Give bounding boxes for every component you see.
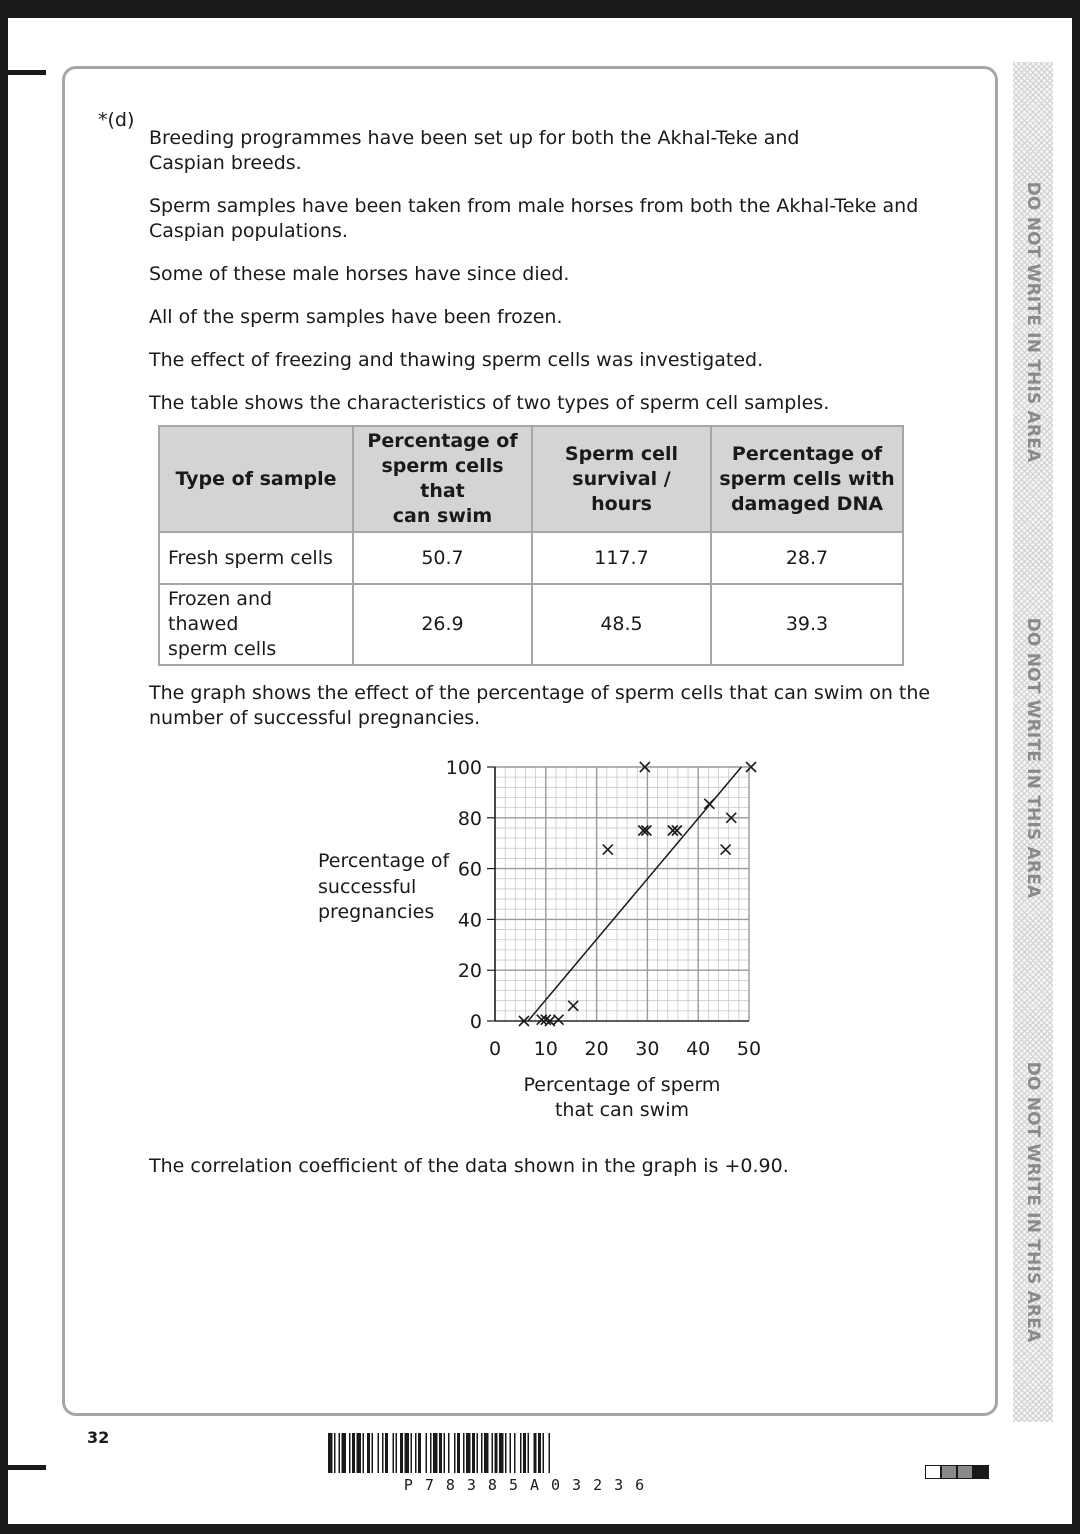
side-warning-1: DO NOT WRITE IN THIS AREA	[1023, 181, 1043, 463]
barcode-bar	[505, 1433, 507, 1473]
barcode-bar	[543, 1433, 545, 1473]
y-tick-label: 100	[445, 757, 482, 779]
barcode-text: P78385A03236	[403, 1476, 657, 1494]
y-tick-label: 80	[457, 807, 482, 830]
data-point	[554, 1015, 564, 1025]
y-tick-label: 0	[469, 1011, 482, 1033]
barcode-bar	[477, 1433, 479, 1473]
barcode-bar	[385, 1433, 388, 1473]
barcode-bar	[415, 1433, 417, 1473]
cell-swim: 50.7	[353, 532, 532, 584]
barcode-bar	[495, 1433, 498, 1473]
barcode-bar	[457, 1433, 460, 1473]
paragraph-5: The table shows the characteristics of two types of sperm cell samples.	[149, 392, 830, 414]
barcode-bar	[439, 1433, 442, 1473]
barcode-bar	[367, 1433, 370, 1473]
y-tick-label: 20	[457, 960, 482, 983]
x-tick-label: 10	[533, 1038, 558, 1060]
barcode-bar	[454, 1433, 456, 1473]
barcode-bar	[426, 1433, 428, 1473]
y-tick-label: 40	[457, 909, 482, 932]
barcode-bar	[523, 1433, 526, 1473]
paragraph-3: All of the sperm samples have been frozen.	[149, 306, 563, 328]
indicator-box	[973, 1465, 989, 1479]
barcode-bar	[538, 1433, 541, 1473]
cell-type: Fresh sperm cells	[159, 532, 353, 584]
paragraph-4: The effect of freezing and thawing sperm cells was investigated.	[149, 349, 764, 371]
question-label: *(d)	[98, 109, 135, 131]
barcode-bar	[396, 1433, 398, 1473]
barcode-bar	[444, 1433, 446, 1473]
data-point	[603, 845, 613, 855]
barcode-bar	[393, 1433, 395, 1473]
cell-dna: 28.7	[711, 532, 903, 584]
data-point	[721, 845, 731, 855]
barcode-bar	[481, 1433, 483, 1473]
barcode-bar	[466, 1433, 471, 1473]
x-tick-label: 30	[635, 1038, 660, 1060]
barcode-bar	[528, 1433, 530, 1473]
barcode-bar	[520, 1433, 522, 1473]
x-tick-label: 0	[488, 1038, 502, 1060]
barcode-bar	[448, 1433, 450, 1473]
barcode-bar	[472, 1433, 475, 1473]
side-warning-3: DO NOT WRITE IN THIS AREA	[1023, 1061, 1043, 1343]
barcode-bar	[463, 1433, 465, 1473]
intro-line-2: Caspian breeds.	[149, 152, 302, 174]
cell-dna: 39.3	[711, 584, 903, 665]
x-axis-label-line-2: that can swim	[554, 1099, 690, 1121]
paragraph-1-line-1: Sperm samples have been taken from male horses from both the Akhal-Teke and	[149, 195, 919, 217]
barcode-bar	[510, 1433, 512, 1473]
indicator-box	[941, 1465, 957, 1479]
barcode-bar	[334, 1433, 336, 1473]
correlation-statement: The correlation coefficient of the data shown in the graph is +0.90.	[149, 1155, 789, 1177]
page-indicator-boxes	[925, 1464, 989, 1483]
barcode-bar	[499, 1433, 504, 1473]
barcode-bar	[430, 1433, 432, 1473]
trend-line	[528, 767, 741, 1021]
barcode-bar	[339, 1433, 341, 1473]
graph-intro-line-1: The graph shows the effect of the percentage of sperm cells that can swim on the	[149, 682, 931, 704]
header-swim: Percentage of sperm cells that can swim	[353, 426, 532, 532]
barcode-bar	[328, 1433, 333, 1473]
barcode-bar	[372, 1433, 374, 1473]
x-tick-group	[489, 1038, 761, 1060]
side-warning-2: DO NOT WRITE IN THIS AREA	[1023, 617, 1043, 899]
barcode-bar	[363, 1433, 365, 1473]
cell-swim: 26.9	[353, 584, 532, 665]
barcode-bar	[492, 1433, 494, 1473]
data-point	[568, 1001, 578, 1011]
y-axis-label-line-2: successful	[318, 876, 417, 898]
intro-line-1: Breeding programmes have been set up for both the Akhal-Teke and	[149, 127, 800, 149]
barcode	[320, 1433, 740, 1473]
barcode-bar	[382, 1433, 384, 1473]
barcode-bar	[549, 1433, 551, 1473]
barcode-bar	[418, 1433, 421, 1473]
x-axis-label-line-1: Percentage of sperm	[523, 1074, 721, 1096]
page-number: 32	[87, 1428, 110, 1447]
header-survival: Sperm cell survival / hours	[532, 426, 711, 532]
y-tick-label: 60	[457, 858, 482, 881]
x-tick-label: 20	[584, 1038, 609, 1060]
barcode-bar	[405, 1433, 410, 1473]
barcode-bar	[433, 1433, 438, 1473]
barcode-bar	[352, 1433, 355, 1473]
cell-type: Frozen and thawed sperm cells	[159, 584, 353, 665]
paragraph-1-line-2: Caspian populations.	[149, 220, 348, 242]
cell-survival: 117.7	[532, 532, 711, 584]
graph-intro-line-2: number of successful pregnancies.	[149, 707, 481, 729]
barcode-bar	[534, 1433, 537, 1473]
y-axis-label-line-1: Percentage of	[318, 850, 450, 872]
barcode-bar	[411, 1433, 413, 1473]
y-tick-group	[446, 757, 495, 1033]
header-dna: Percentage of sperm cells with damaged DNA	[711, 426, 903, 532]
barcode-bar	[484, 1433, 489, 1473]
x-tick-label: 50	[736, 1038, 762, 1060]
indicator-box	[925, 1465, 941, 1479]
barcode-bar	[378, 1433, 380, 1473]
barcode-bar	[357, 1433, 362, 1473]
barcode-bar	[400, 1433, 403, 1473]
barcode-bar	[342, 1433, 347, 1473]
header-type: Type of sample	[159, 426, 353, 532]
paragraph-2: Some of these male horses have since died.	[149, 263, 570, 285]
indicator-box	[957, 1465, 973, 1479]
x-tick-label: 40	[686, 1038, 711, 1060]
barcode-bar	[514, 1433, 516, 1473]
cell-survival: 48.5	[532, 584, 711, 665]
y-axis-label-line-3: pregnancies	[318, 901, 435, 923]
barcode-bar	[349, 1433, 351, 1473]
